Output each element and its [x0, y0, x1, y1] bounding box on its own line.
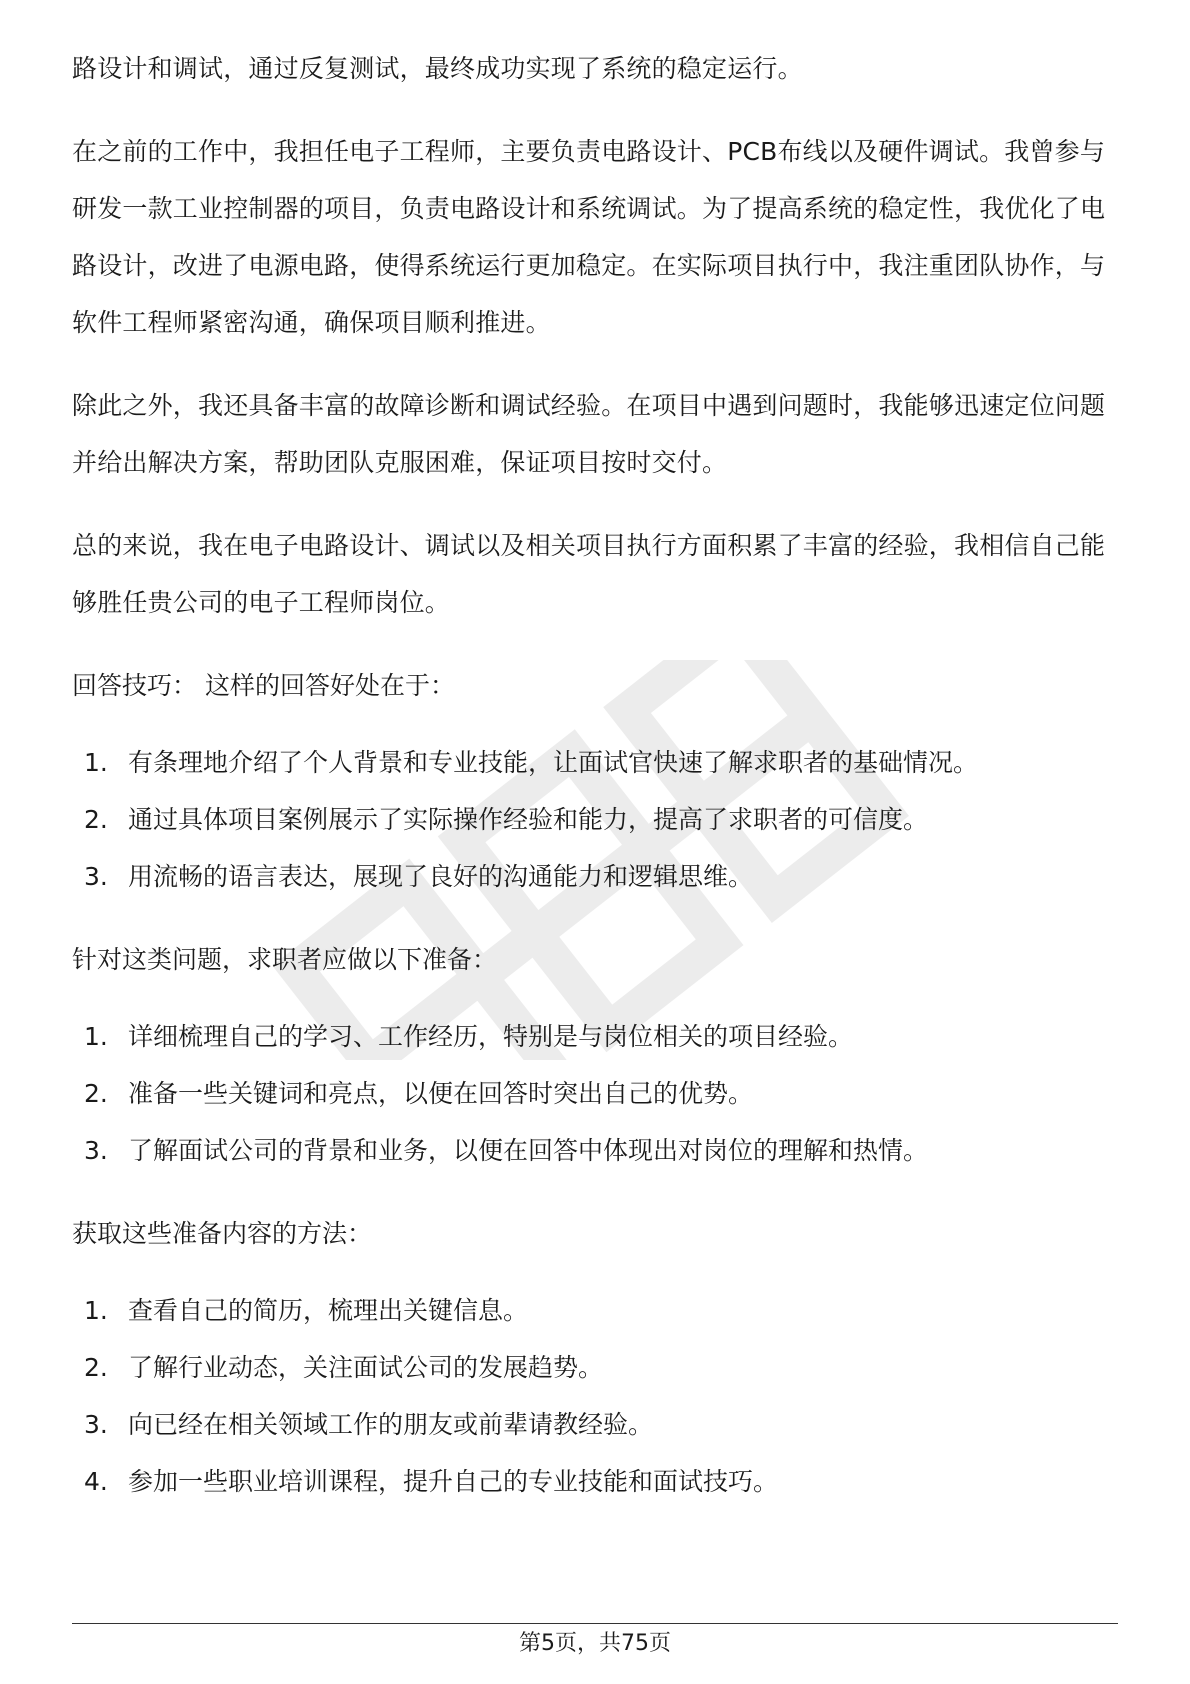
list-number: 3.: [84, 862, 108, 891]
list-item: [72, 1453, 1118, 1510]
list-item-text: 有条理地介绍了个人背景和专业技能，让面试官快速了解求职者的基础情况。: [128, 748, 979, 777]
methods-list: [72, 1282, 1118, 1510]
list-item-text: 向已经在相关领域工作的朋友或前辈请教经验。: [128, 1410, 654, 1439]
methods-heading: 获取这些准备内容的方法：: [72, 1219, 373, 1248]
tips-list: [72, 734, 1118, 905]
list-item-text: 用流畅的语言表达，展现了良好的沟通能力和逻辑思维。: [128, 862, 754, 891]
list-item: [72, 734, 1118, 791]
list-number: 2.: [84, 805, 108, 834]
list-number: 1.: [84, 1022, 108, 1051]
list-item: [72, 1339, 1118, 1396]
list-number: 3.: [84, 1410, 108, 1439]
list-number: 4.: [84, 1467, 108, 1496]
list-item: [72, 1396, 1118, 1453]
list-number: 1.: [84, 1296, 108, 1325]
list-item: [72, 1065, 1118, 1122]
list-item: [72, 1008, 1118, 1065]
list-item: [72, 1282, 1118, 1339]
list-item-text: 详细梳理自己的学习、工作经历，特别是与岗位相关的项目经验。: [128, 1022, 854, 1051]
list-item-text: 了解行业动态，关注面试公司的发展趋势。: [128, 1353, 604, 1382]
page-number: 第5页，共75页: [519, 1631, 671, 1656]
paragraph-debug-experience: 除此之外，我还具备丰富的故障诊断和调试经验。在项目中遇到问题时，我能够迅速定位问题并给出解决方案，帮助团队克服困难，保证项目按时交付。: [72, 391, 1106, 477]
list-item: [72, 848, 1118, 905]
list-item: [72, 1122, 1118, 1179]
list-item: [72, 791, 1118, 848]
list-number: 2.: [84, 1353, 108, 1382]
paragraph-summary: 总的来说，我在电子电路设计、调试以及相关项目执行方面积累了丰富的经验，我相信自己能够胜任贵公司的电子工程师岗位。: [72, 531, 1106, 617]
prep-heading: 针对这类问题，求职者应做以下准备：: [72, 945, 498, 974]
paragraph-continuation: 路设计和调试，通过反复测试，最终成功实现了系统的稳定运行。: [72, 54, 803, 83]
tips-heading: 回答技巧： 这样的回答好处在于：: [72, 671, 455, 700]
list-item-text: 通过具体项目案例展示了实际操作经验和能力，提高了求职者的可信度。: [128, 805, 929, 834]
list-item-text: 查看自己的简历，梳理出关键信息。: [128, 1296, 529, 1325]
list-item-text: 了解面试公司的背景和业务，以便在回答中体现出对岗位的理解和热情。: [128, 1136, 929, 1165]
paragraph-work-experience: 在之前的工作中，我担任电子工程师，主要负责电路设计、PCB布线以及硬件调试。我曾参与研发一款工业控制器的项目，负责电路设计和系统调试。为了提高系统的稳定性，我优化了电路设计，改进了电源电路，使得系统运行更加稳定。在实际项目执行中，我注重团队协作，与软件工程师紧密沟通，确保项目顺利推进。: [72, 137, 1106, 337]
list-number: 1.: [84, 748, 108, 777]
list-item-text: 参加一些职业培训课程，提升自己的专业技能和面试技巧。: [128, 1467, 779, 1496]
list-number: 3.: [84, 1136, 108, 1165]
list-item-text: 准备一些关键词和亮点，以便在回答时突出自己的优势。: [128, 1079, 754, 1108]
list-number: 2.: [84, 1079, 108, 1108]
footer-divider: [72, 1623, 1118, 1624]
page-content: [72, 40, 1118, 1536]
prep-list: [72, 1008, 1118, 1179]
